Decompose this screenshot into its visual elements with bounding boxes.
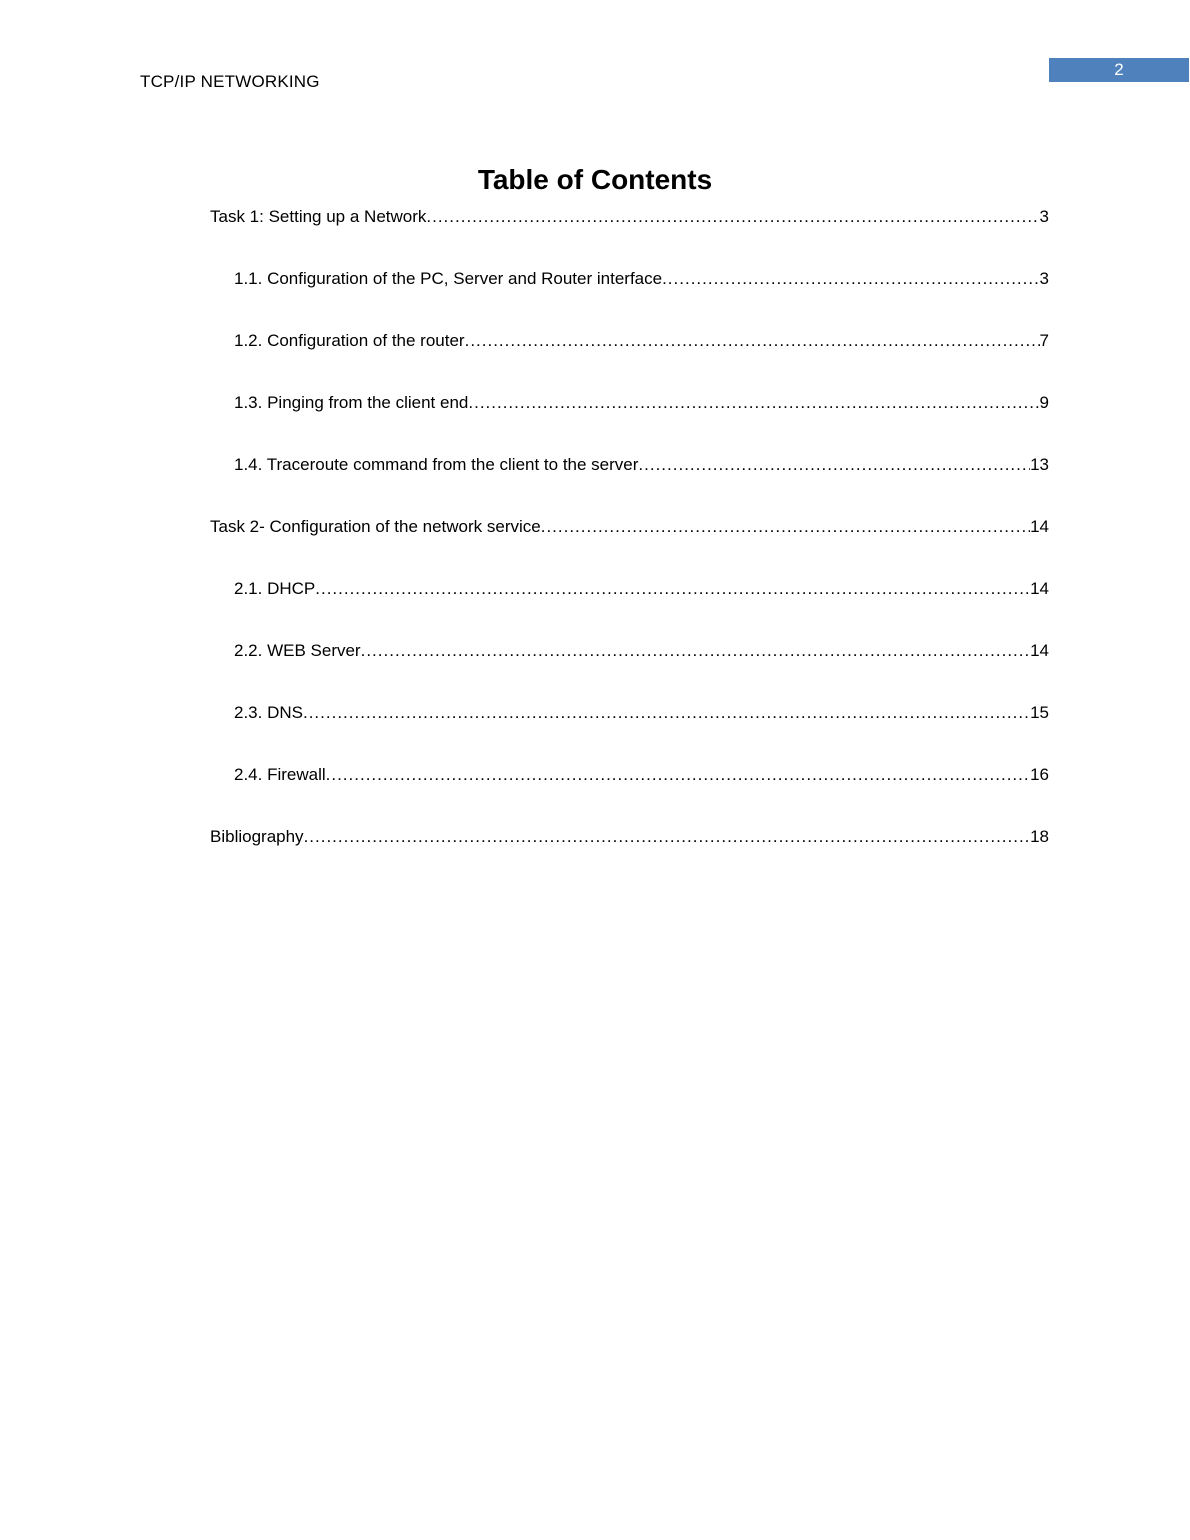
- toc-entry-label: 1.4. Traceroute command from the client to the server: [234, 455, 639, 474]
- toc-entry-bibliography[interactable]: [210, 822, 1049, 884]
- toc-entry-1-2[interactable]: [210, 326, 1049, 388]
- running-header-title: TCP/IP NETWORKING: [140, 72, 320, 91]
- toc-dot-leader: [541, 512, 1030, 542]
- toc-entry-1-4[interactable]: [210, 450, 1049, 512]
- toc-heading: Table of Contents: [477, 164, 713, 195]
- toc-entry-label: 2.1. DHCP: [234, 579, 316, 598]
- toc-entry-page: 15: [1030, 703, 1049, 722]
- toc-dot-leader: [465, 326, 1040, 356]
- toc-entry-task-1[interactable]: [210, 202, 1049, 264]
- toc-dot-leader: [426, 202, 1039, 232]
- toc-dot-leader: [326, 760, 1030, 790]
- toc-dot-leader: [303, 698, 1030, 728]
- toc-entry-2-1[interactable]: [210, 574, 1049, 636]
- toc-entry-page: 3: [1039, 207, 1049, 226]
- toc-entry-1-1[interactable]: [210, 264, 1049, 326]
- toc-dot-leader: [468, 388, 1039, 418]
- toc-entry-2-3[interactable]: [210, 698, 1049, 760]
- toc-entry-label: 1.2. Configuration of the router: [234, 331, 465, 350]
- toc-entry-label: 2.3. DNS: [234, 703, 303, 722]
- toc-entry-label: Task 1: Setting up a Network: [210, 207, 427, 226]
- toc-dot-leader: [638, 450, 1030, 480]
- toc-entry-2-2[interactable]: [210, 636, 1049, 698]
- toc-entry-label: 2.2. WEB Server: [234, 641, 361, 660]
- toc-dot-leader: [315, 574, 1030, 604]
- toc-entry-page: 9: [1039, 393, 1049, 412]
- page-number-badge: 2: [1049, 58, 1189, 82]
- toc-entry-2-4[interactable]: [210, 760, 1049, 822]
- toc-entry-page: 3: [1039, 269, 1049, 288]
- toc-entry-page: 14: [1030, 641, 1049, 660]
- toc-list: [210, 202, 1049, 884]
- toc-entry-1-3[interactable]: [210, 388, 1049, 450]
- toc-entry-task-2[interactable]: [210, 512, 1049, 574]
- toc-entry-page: 16: [1030, 765, 1049, 784]
- toc-entry-label: Bibliography: [210, 827, 304, 846]
- toc-dot-leader: [662, 264, 1039, 294]
- toc-entry-label: Task 2- Configuration of the network service: [210, 517, 541, 536]
- toc-dot-leader: [361, 636, 1030, 666]
- toc-entry-page: 14: [1030, 579, 1049, 598]
- toc-entry-page: 18: [1030, 827, 1049, 846]
- toc-entry-page: 7: [1039, 331, 1049, 350]
- toc-entry-label: 1.3. Pinging from the client end: [234, 393, 469, 412]
- toc-entry-label: 2.4. Firewall: [234, 765, 326, 784]
- toc-entry-page: 14: [1030, 517, 1049, 536]
- toc-entry-label: 1.1. Configuration of the PC, Server and Router interface: [234, 269, 663, 288]
- toc-entry-page: 13: [1030, 455, 1049, 474]
- toc-dot-leader: [304, 822, 1031, 852]
